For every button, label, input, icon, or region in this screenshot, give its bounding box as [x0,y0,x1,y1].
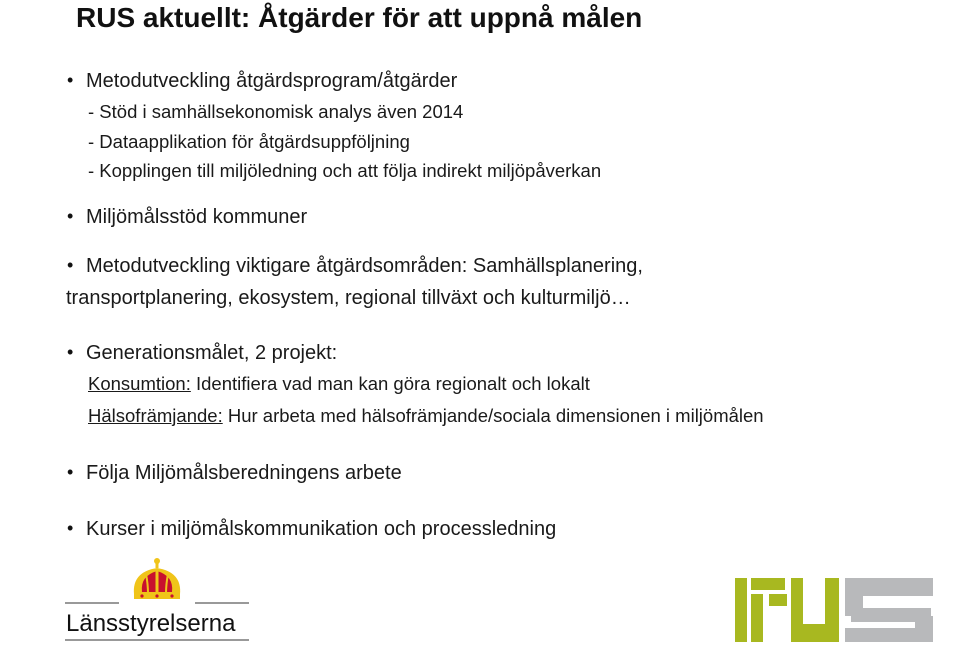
rus-logo-text: rus [735,570,737,571]
bullet-metodutveckling-omraden: Metodutveckling viktigare åtgärdsområden: Samhällsplanering, [86,255,643,277]
bullet-miljomalsstod: Miljömålsstöd kommuner [86,206,308,228]
project-konsumtion [88,373,590,395]
project-halsoframjande-label: Hälsofrämjande: [88,405,223,426]
bullet-metodutveckling-atgardsprogram: Metodutveckling åtgärdsprogram/åtgärder [86,70,458,92]
bullet-marker: • [67,518,74,538]
sub-item-samhallsekonomisk: - Stöd i samhällsekonomisk analys även 2014 [88,101,464,122]
bullet-generationsmalet: Generationsmålet, 2 projekt: [86,342,338,364]
project-halsoframjande [88,405,764,427]
project-konsumtion-label: Konsumtion: [88,373,191,394]
sub-item-miljoledning: - Kopplingen till miljöledning och att följa indirekt miljöpåverkan [88,160,602,181]
bullet-marker: • [67,70,74,90]
sub-item-dataapplikation: - Dataapplikation för åtgärdsuppföljning [88,131,410,152]
bullet-marker: • [67,462,74,482]
project-konsumtion-text: Identifiera vad man kan göra regionalt och lokalt [190,373,590,394]
bullet-marker: • [67,206,74,226]
lansstyrelsen-logo-text: Länsstyrelserna [66,610,236,637]
bullet-kurser: Kurser i miljömålskommunikation och processledning [86,518,557,540]
bullet-metodutveckling-omraden-cont: transportplanering, ekosystem, regional tillväxt och kulturmiljö… [66,287,631,309]
page-title: RUS aktuellt: Åtgärder för att uppnå målen [76,2,643,33]
crown-icon [134,558,180,599]
rus-logo [735,570,935,642]
bullet-marker: • [67,342,74,362]
lansstyrelsen-logo [62,556,252,646]
bullet-marker: • [67,255,74,275]
bullet-miljomalsberedningen: Följa Miljömålsberedningens arbete [86,462,402,484]
project-halsoframjande-text: Hur arbeta med hälsofrämjande/sociala dimensionen i miljömålen [222,405,764,426]
